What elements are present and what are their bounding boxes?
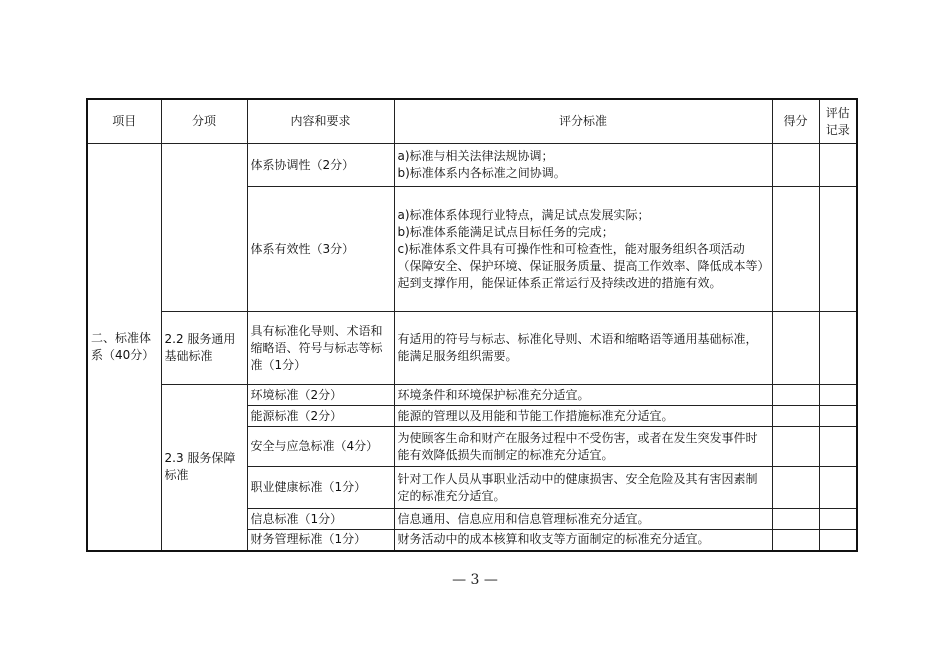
criteria-cell: 财务活动中的成本核算和收支等方面制定的标准充分适宜。 xyxy=(394,530,772,551)
header-row xyxy=(87,99,857,144)
table-row xyxy=(87,312,857,385)
record-cell[interactable] xyxy=(819,427,857,467)
criteria-line: c)标准体系文件具有可操作性和可检查性，能对服务组织各项活动（保障安全、保护环境、保证服务质量、提高工作效率、降低成本等）起到支撑作用，能保证体系正常运行及持续改进的措施有效。 xyxy=(397,241,764,290)
header-score: 得分 xyxy=(772,99,819,144)
record-cell[interactable] xyxy=(819,385,857,406)
score-cell[interactable] xyxy=(772,467,819,509)
score-cell[interactable] xyxy=(772,187,819,312)
sub-item-cell: 2.3 服务保障标准 xyxy=(161,385,247,551)
item-cell: 二、标准体系（40分） xyxy=(87,144,161,551)
content-cell: 职业健康标准（1分） xyxy=(247,467,394,509)
score-cell[interactable] xyxy=(772,312,819,385)
table-row xyxy=(87,385,857,406)
score-cell[interactable] xyxy=(772,509,819,530)
record-cell[interactable] xyxy=(819,187,857,312)
criteria-cell: 信息通用、信息应用和信息管理标准充分适宜。 xyxy=(394,509,772,530)
header-record-line1: 评估 xyxy=(825,105,850,120)
header-sub-item: 分项 xyxy=(161,99,247,144)
content-cell: 环境标准（2分） xyxy=(247,385,394,406)
criteria-cell xyxy=(394,144,772,187)
table-row xyxy=(87,144,857,187)
content-cell: 财务管理标准（1分） xyxy=(247,530,394,551)
criteria-cell: 能源的管理以及用能和节能工作措施标准充分适宜。 xyxy=(394,406,772,427)
sub-item-cell: 2.2 服务通用基础标准 xyxy=(161,312,247,385)
header-criteria: 评分标准 xyxy=(394,99,772,144)
header-record xyxy=(819,99,857,144)
record-cell[interactable] xyxy=(819,530,857,551)
criteria-cell xyxy=(394,187,772,312)
content-cell: 体系协调性（2分） xyxy=(247,144,394,187)
sub-item-empty xyxy=(161,144,247,312)
criteria-line: a)标准与相关法律法规协调； xyxy=(397,149,554,163)
evaluation-table xyxy=(86,98,858,552)
criteria-cell: 环境条件和环境保护标准充分适宜。 xyxy=(394,385,772,406)
record-cell[interactable] xyxy=(819,312,857,385)
score-cell[interactable] xyxy=(772,406,819,427)
content-cell: 信息标准（1分） xyxy=(247,509,394,530)
record-cell[interactable] xyxy=(819,144,857,187)
content-cell: 具有标准化导则、术语和缩略语、符号与标志等标准（1分） xyxy=(247,312,394,385)
record-cell[interactable] xyxy=(819,509,857,530)
header-item: 项目 xyxy=(87,99,161,144)
record-cell[interactable] xyxy=(819,406,857,427)
score-cell[interactable] xyxy=(772,144,819,187)
page-number: — 3 — xyxy=(452,572,498,588)
criteria-line: b)标准体系能满足试点目标任务的完成； xyxy=(397,224,614,239)
score-cell[interactable] xyxy=(772,385,819,406)
content-cell: 能源标准（2分） xyxy=(247,406,394,427)
content-cell: 安全与应急标准（4分） xyxy=(247,427,394,467)
criteria-cell: 有适用的符号与标志、标准化导则、术语和缩略语等通用基础标准，能满足服务组织需要。 xyxy=(394,312,772,385)
content-cell: 体系有效性（3分） xyxy=(247,187,394,312)
record-cell[interactable] xyxy=(819,467,857,509)
criteria-line: a)标准体系体现行业特点，满足试点发展实际； xyxy=(397,207,650,222)
score-cell[interactable] xyxy=(772,530,819,551)
header-content: 内容和要求 xyxy=(247,99,394,144)
score-cell[interactable] xyxy=(772,427,819,467)
header-record-line2: 记录 xyxy=(825,122,850,137)
criteria-cell: 为使顾客生命和财产在服务过程中不受伤害，或者在发生突发事件时能有效降低损失而制定的标准充分适宜。 xyxy=(394,427,772,467)
criteria-cell: 针对工作人员从事职业活动中的健康损害、安全危险及其有害因素制定的标准充分适宜。 xyxy=(394,467,772,509)
criteria-line: b)标准体系内各标准之间协调。 xyxy=(397,166,566,180)
